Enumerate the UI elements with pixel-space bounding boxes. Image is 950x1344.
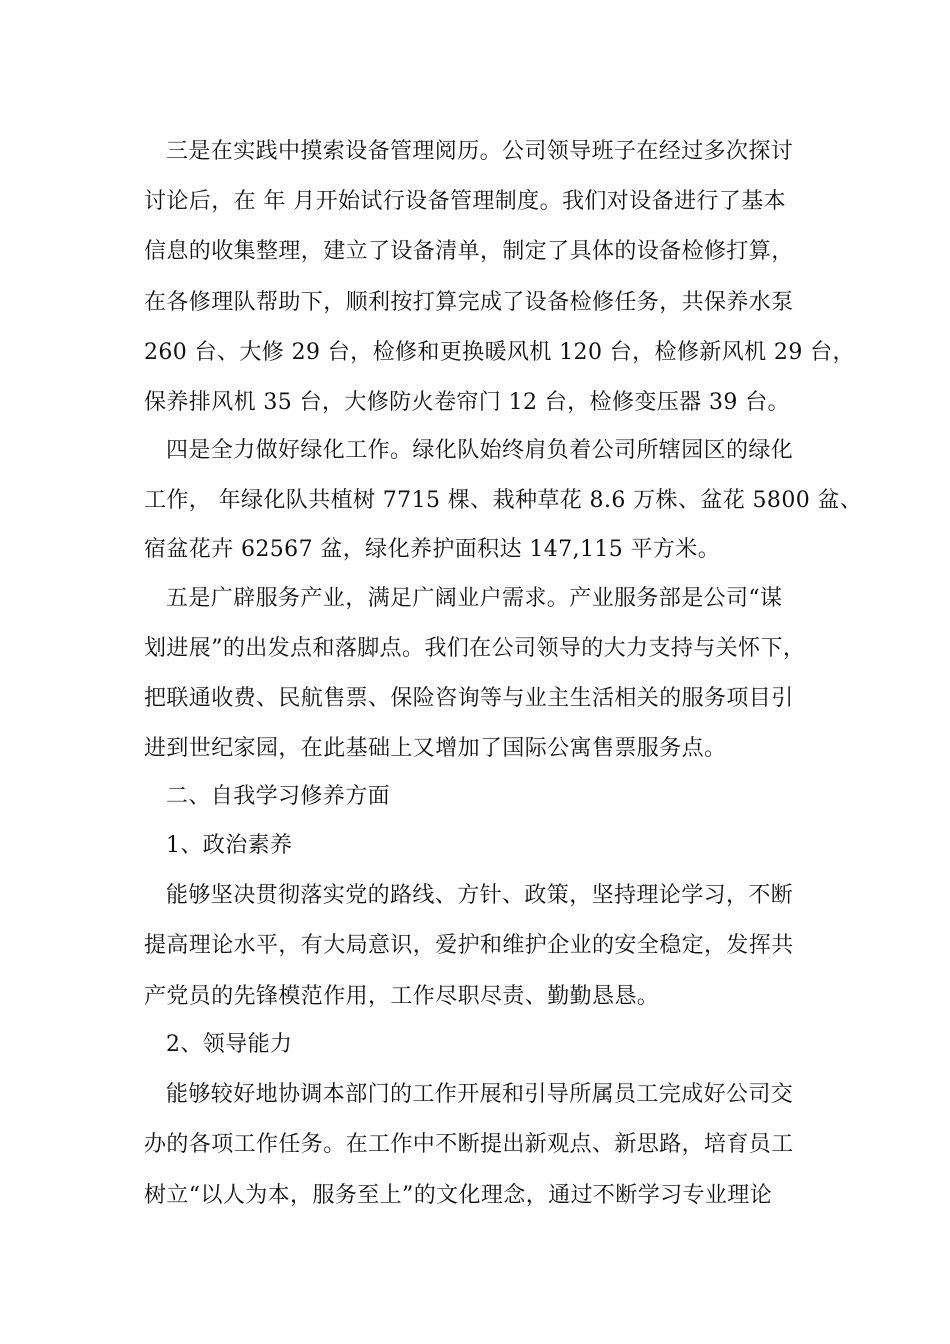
text-line: 讨论后，在 年 月开始试行设备管理制度。我们对设备进行了基本	[144, 189, 786, 214]
text-line: 把联通收费、民航售票、保险咨询等与业主生活相关的服务项目引	[144, 686, 794, 711]
text-line: 五是广辟服务产业，满足广阔业户需求。产业服务部是公司“谋	[166, 586, 783, 611]
section-heading: 二、自我学习修养方面	[166, 784, 391, 809]
text-line: 三是在实践中摸索设备管理阅历。公司领导班子在经过多次探讨	[166, 139, 794, 164]
subsection-heading: 1、政治素养	[166, 833, 293, 858]
text-line: 能够较好地协调本部门的工作开展和引导所属员工完成好公司交	[166, 1082, 794, 1107]
text-line: 能够坚决贯彻落实党的路线、方针、政策，坚持理论学习，不断	[166, 883, 794, 908]
text-line: 提高理论水平，有大局意识，爱护和维护企业的安全稳定，发挥共	[144, 933, 794, 958]
text-line: 办的各项工作任务。在工作中不断提出新观点、新思路，培育员工	[144, 1132, 794, 1157]
text-line: 在各修理队帮助下，顺利按打算完成了设备检修任务，共保养水泵	[144, 290, 794, 315]
text-line: 260 台、大修 29 台，检修和更换暖风机 120 台，检修新风机 29 台，	[144, 340, 855, 365]
text-line: 产党员的先锋模范作用，工作尽职尽责、勤勤恳恳。	[144, 984, 660, 1009]
text-line: 树立“以人为本，服务至上”的文化理念，通过不断学习专业理论	[144, 1183, 773, 1208]
text-line: 信息的收集整理，建立了设备清单，制定了具体的设备检修打算，	[144, 239, 794, 264]
text-line: 工作， 年绿化队共植树 7715 棵、栽种草花 8.6 万株、盆花 5800 盆、	[144, 488, 863, 513]
text-line: 划进展”的出发点和落脚点。我们在公司领导的大力支持与关怀下，	[144, 636, 806, 661]
text-line: 宿盆花卉 62567 盆，绿化养护面积达 147,115 平方米。	[144, 537, 721, 562]
text-line: 四是全力做好绿化工作。绿化队始终肩负着公司所辖园区的绿化	[166, 438, 794, 463]
text-line: 保养排风机 35 台，大修防火卷帘门 12 台，检修变压器 39 台。	[144, 390, 790, 415]
text-line: 进到世纪家园，在此基础上又增加了国际公寓售票服务点。	[144, 736, 727, 761]
subsection-heading: 2、领导能力	[166, 1032, 293, 1057]
